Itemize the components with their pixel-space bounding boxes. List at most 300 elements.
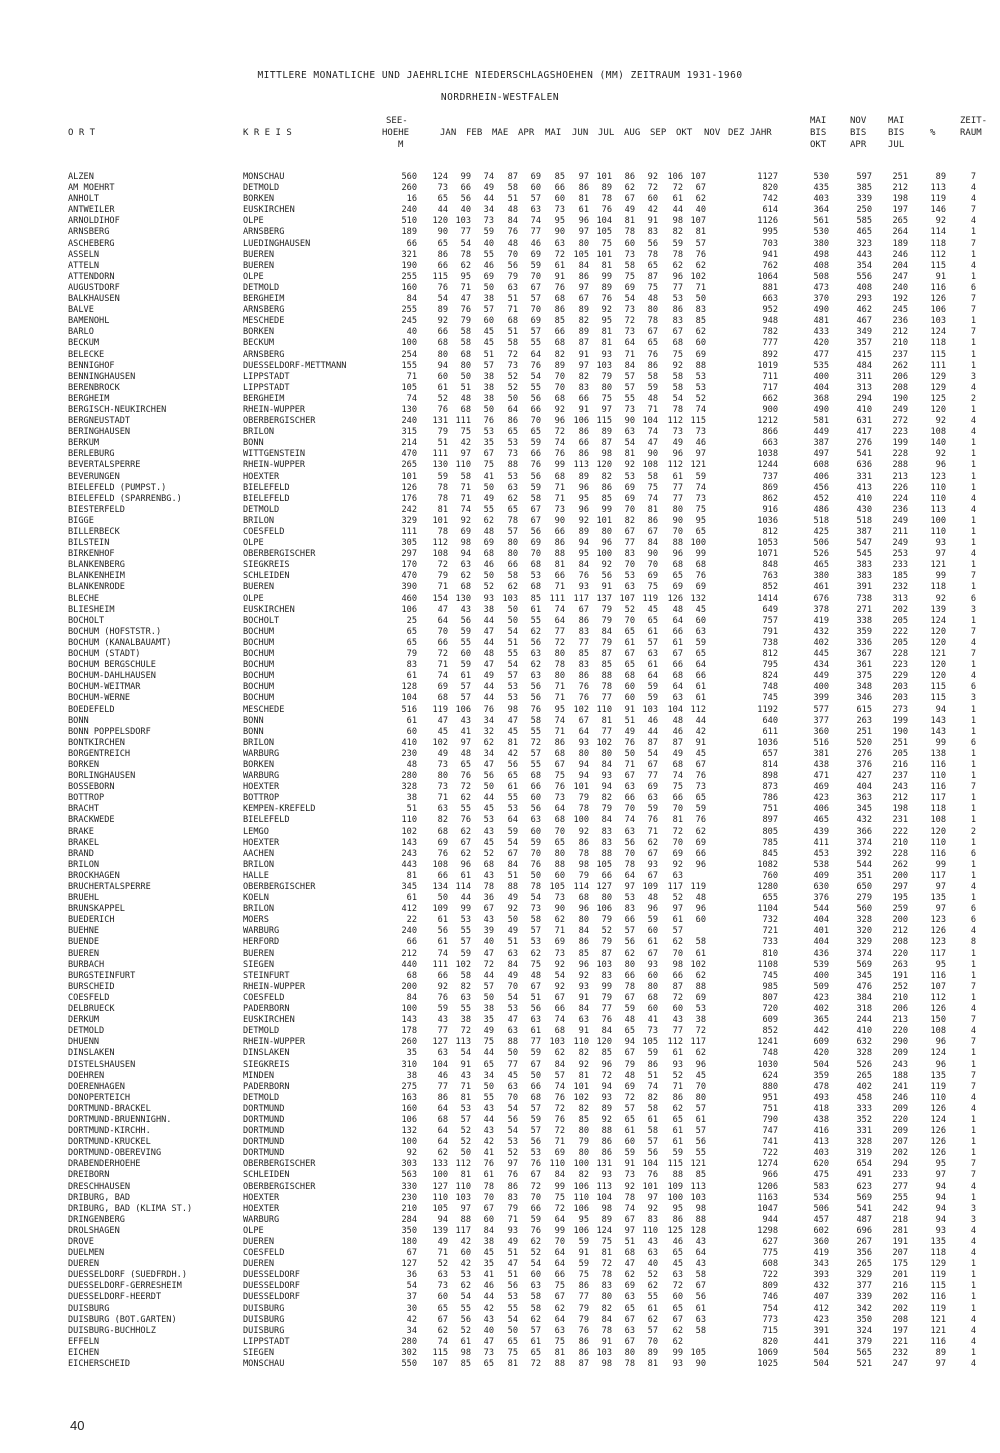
month-value: 68 — [530, 771, 541, 782]
month-value: 71 — [437, 793, 448, 804]
month-value: 43 — [483, 1314, 494, 1325]
month-value: 76 — [437, 992, 448, 1003]
month-value: 58 — [647, 471, 658, 482]
month-value: 87 — [601, 649, 612, 660]
elevation-value: 71 — [406, 371, 417, 382]
percent-value: 120 — [930, 671, 946, 682]
month-value: 96 — [578, 904, 589, 915]
table-row — [0, 1315, 1000, 1326]
month-value: 76 — [460, 771, 471, 782]
month-value: 59 — [695, 804, 706, 815]
may-jul-total: 212 — [892, 327, 908, 338]
month-value: 83 — [695, 305, 706, 316]
month-value: 53 — [507, 471, 518, 482]
month-value: 100 — [596, 549, 612, 560]
nov-apr-total: 547 — [856, 538, 872, 549]
may-oct-total: 416 — [813, 1126, 829, 1137]
month-value: 106 — [573, 1225, 589, 1236]
period-code: 1 — [970, 338, 976, 349]
may-jul-total: 281 — [892, 1225, 908, 1236]
month-value: 65 — [530, 427, 541, 438]
percent-value: 108 — [930, 427, 946, 438]
month-value: 84 — [601, 759, 612, 770]
district-name: BRILON — [243, 515, 275, 526]
elevation-value: 51 — [406, 804, 417, 815]
month-value: 68 — [647, 992, 658, 1003]
month-value: 90 — [554, 904, 565, 915]
station-name: BROCKHAGEN — [68, 870, 120, 881]
month-value: 64 — [554, 1314, 565, 1325]
month-value: 64 — [507, 404, 518, 415]
month-value: 70 — [530, 1192, 541, 1203]
year-total: 751 — [762, 1103, 778, 1114]
month-value: 95 — [554, 216, 565, 227]
district-name: STEINFURT — [243, 970, 290, 981]
may-jul-total: 249 — [892, 404, 908, 415]
district-name: MONSCHAU — [243, 1359, 285, 1370]
period-code: 4 — [970, 260, 976, 271]
month-value: 75 — [647, 582, 658, 593]
month-value: 93 — [578, 737, 589, 748]
may-oct-total: 404 — [813, 937, 829, 948]
month-value: 60 — [483, 316, 494, 327]
month-value: 63 — [507, 1026, 518, 1037]
month-value: 106 — [455, 704, 471, 715]
table-row — [0, 582, 1000, 593]
month-value: 62 — [695, 826, 706, 837]
month-value: 38 — [483, 294, 494, 305]
month-value: 81 — [601, 338, 612, 349]
elevation-value: 65 — [406, 626, 417, 637]
month-value: 92 — [601, 1114, 612, 1125]
may-oct-total: 498 — [813, 249, 829, 260]
month-value: 86 — [578, 937, 589, 948]
month-value: 70 — [624, 615, 635, 626]
month-value: 50 — [695, 294, 706, 305]
month-value: 75 — [695, 504, 706, 515]
nov-apr-total: 352 — [856, 1114, 872, 1125]
elevation-value: 66 — [406, 238, 417, 249]
month-value: 117 — [690, 1037, 706, 1048]
month-value: 94 — [601, 782, 612, 793]
district-name: HOEXTER — [243, 1203, 280, 1214]
month-value: 57 — [530, 748, 541, 759]
month-value: 124 — [432, 172, 448, 182]
period-code: 1 — [970, 1303, 976, 1314]
month-value: 91 — [578, 1026, 589, 1037]
station-name: BOCHUM BERGSCHULE — [68, 660, 156, 671]
percent-value: 99 — [935, 571, 946, 582]
month-value: 115 — [667, 1159, 683, 1170]
percent-value: 126 — [930, 926, 946, 937]
month-value: 79 — [460, 316, 471, 327]
period-code: 1 — [970, 515, 976, 526]
month-value: 112 — [432, 538, 448, 549]
month-value: 74 — [647, 493, 658, 504]
month-value: 82 — [437, 815, 448, 826]
year-total: 948 — [762, 316, 778, 327]
month-value: 61 — [624, 1126, 635, 1137]
month-value: 47 — [507, 715, 518, 726]
nov-apr-total: 462 — [856, 305, 872, 316]
percent-value: 106 — [930, 305, 946, 316]
month-value: 112 — [667, 460, 683, 471]
station-name: BORGENTREICH — [68, 748, 131, 759]
month-value: 81 — [507, 737, 518, 748]
station-name: BILSTEIN — [68, 538, 110, 549]
elevation-value: 74 — [406, 393, 417, 404]
month-value: 38 — [483, 393, 494, 404]
month-value: 64 — [554, 615, 565, 626]
month-value: 110 — [573, 1192, 589, 1203]
station-name: BELECKE — [68, 349, 105, 360]
month-value: 59 — [624, 1148, 635, 1159]
district-name: BONN — [243, 726, 264, 737]
district-name: HERFORD — [243, 937, 280, 948]
year-total: 1298 — [757, 1225, 778, 1236]
month-value: 73 — [554, 793, 565, 804]
year-total: 1036 — [757, 515, 778, 526]
month-value: 87 — [578, 1359, 589, 1370]
nov-apr-total: 265 — [856, 1259, 872, 1270]
month-value: 67 — [530, 981, 541, 992]
district-name: SIEGEN — [243, 1347, 275, 1358]
month-value: 57 — [507, 527, 518, 537]
month-value: 47 — [437, 715, 448, 726]
elevation-value: 16 — [406, 194, 417, 205]
month-value: 59 — [530, 260, 541, 271]
month-value: 75 — [554, 1281, 565, 1292]
year-total: 820 — [762, 1336, 778, 1347]
station-name: ATTELN — [68, 260, 100, 271]
table-row — [0, 1126, 1000, 1137]
may-oct-total: 609 — [813, 1037, 829, 1048]
month-value: 86 — [601, 1137, 612, 1148]
month-value: 85 — [530, 593, 541, 604]
elevation-value: 260 — [401, 183, 417, 194]
month-value: 91 — [578, 1248, 589, 1259]
may-jul-total: 190 — [892, 393, 908, 404]
month-value: 49 — [624, 726, 635, 737]
month-value: 98 — [672, 216, 683, 227]
table-row — [0, 1071, 1000, 1082]
month-value: 79 — [601, 615, 612, 626]
month-value: 49 — [483, 1026, 494, 1037]
month-value: 72 — [624, 1092, 635, 1103]
month-value: 45 — [647, 604, 658, 615]
month-value: 61 — [672, 194, 683, 205]
header-see-1: SEE- — [386, 116, 408, 126]
month-value: 84 — [507, 859, 518, 870]
period-code: 4 — [970, 1336, 976, 1347]
month-value: 59 — [530, 1214, 541, 1225]
month-value: 76 — [530, 704, 541, 715]
month-value: 74 — [554, 604, 565, 615]
district-name: DINSLAKEN — [243, 1048, 290, 1059]
month-value: 47 — [483, 759, 494, 770]
month-value: 71 — [507, 305, 518, 316]
header-month: AUG — [624, 128, 641, 138]
month-value: 57 — [695, 1126, 706, 1137]
table-row — [0, 827, 1000, 838]
month-value: 100 — [573, 815, 589, 826]
may-oct-total: 506 — [813, 1203, 829, 1214]
month-value: 96 — [578, 216, 589, 227]
may-oct-total: 393 — [813, 1270, 829, 1281]
month-value: 92 — [578, 970, 589, 981]
station-name: ALZEN — [68, 172, 94, 182]
table-row — [0, 261, 1000, 272]
month-value: 75 — [460, 427, 471, 438]
district-name: OLPE — [243, 1225, 264, 1236]
page-number: 40 — [70, 1418, 85, 1433]
month-value: 104 — [667, 704, 683, 715]
month-value: 62 — [672, 1103, 683, 1114]
table-row — [0, 838, 1000, 849]
year-total: 866 — [762, 427, 778, 438]
table-row — [0, 693, 1000, 704]
may-jul-total: 220 — [892, 948, 908, 959]
may-oct-total: 418 — [813, 1103, 829, 1114]
month-value: 60 — [624, 1137, 635, 1148]
percent-value: 112 — [930, 992, 946, 1003]
table-row — [0, 605, 1000, 616]
month-value: 112 — [667, 1037, 683, 1048]
elevation-value: 105 — [401, 382, 417, 393]
year-total: 897 — [762, 815, 778, 826]
month-value: 115 — [596, 416, 612, 427]
district-name: DUESSELDORF-METTMANN — [243, 360, 347, 371]
nov-apr-total: 383 — [856, 571, 872, 582]
month-value: 85 — [578, 948, 589, 959]
may-jul-total: 212 — [892, 183, 908, 194]
month-value: 40 — [695, 205, 706, 216]
month-value: 86 — [624, 172, 635, 182]
table-row — [0, 627, 1000, 638]
month-value: 77 — [507, 1059, 518, 1070]
station-name: BERGHEIM — [68, 393, 110, 404]
may-jul-total: 265 — [892, 216, 908, 227]
table-row — [0, 727, 1000, 738]
month-value: 65 — [672, 1248, 683, 1259]
elevation-value: 240 — [401, 205, 417, 216]
month-value: 68 — [460, 404, 471, 415]
percent-value: 110 — [930, 771, 946, 782]
elevation-value: 412 — [401, 904, 417, 915]
month-value: 58 — [460, 338, 471, 349]
month-value: 79 — [578, 793, 589, 804]
may-oct-total: 436 — [813, 948, 829, 959]
month-value: 49 — [507, 893, 518, 904]
nov-apr-total: 417 — [856, 427, 872, 438]
month-value: 74 — [554, 1015, 565, 1026]
month-value: 60 — [554, 870, 565, 881]
may-jul-total: 208 — [892, 937, 908, 948]
month-value: 68 — [578, 893, 589, 904]
table-row — [0, 738, 1000, 749]
month-value: 68 — [483, 549, 494, 560]
elevation-value: 470 — [401, 449, 417, 460]
district-name: SIEGEN — [243, 959, 275, 970]
month-value: 92 — [554, 959, 565, 970]
month-value: 130 — [455, 593, 471, 604]
year-total: 711 — [762, 371, 778, 382]
nov-apr-total: 432 — [856, 815, 872, 826]
table-row — [0, 649, 1000, 660]
month-value: 112 — [690, 704, 706, 715]
month-value: 107 — [690, 216, 706, 227]
month-value: 67 — [624, 194, 635, 205]
month-value: 55 — [460, 926, 471, 937]
period-code: 6 — [970, 915, 976, 926]
month-value: 62 — [554, 915, 565, 926]
month-value: 87 — [672, 981, 683, 992]
month-value: 45 — [483, 837, 494, 848]
month-value: 58 — [460, 471, 471, 482]
month-value: 52 — [483, 582, 494, 593]
elevation-value: 102 — [401, 826, 417, 837]
month-value: 63 — [507, 948, 518, 959]
percent-value: 93 — [935, 538, 946, 549]
month-value: 79 — [601, 937, 612, 948]
district-name: DETMOLD — [243, 183, 280, 194]
year-total: 663 — [762, 438, 778, 449]
month-value: 113 — [596, 1181, 612, 1192]
elevation-value: 510 — [401, 216, 417, 227]
may-oct-total: 457 — [813, 1214, 829, 1225]
table-row — [0, 549, 1000, 560]
month-value: 57 — [460, 937, 471, 948]
month-value: 51 — [507, 194, 518, 205]
nov-apr-total: 458 — [856, 1092, 872, 1103]
month-value: 55 — [624, 393, 635, 404]
year-total: 720 — [762, 1004, 778, 1015]
month-value: 45 — [483, 338, 494, 349]
elevation-value: 92 — [406, 1148, 417, 1159]
month-value: 66 — [437, 637, 448, 648]
month-value: 67 — [483, 1203, 494, 1214]
month-value: 59 — [647, 1048, 658, 1059]
month-value: 111 — [549, 593, 565, 604]
table-row — [0, 949, 1000, 960]
month-value: 80 — [624, 1347, 635, 1358]
nov-apr-total: 265 — [856, 1070, 872, 1081]
month-value: 68 — [437, 693, 448, 704]
nov-apr-total: 487 — [856, 1214, 872, 1225]
month-value: 74 — [647, 427, 658, 438]
month-value: 45 — [672, 1259, 683, 1270]
may-oct-total: 478 — [813, 1081, 829, 1092]
month-value: 71 — [647, 404, 658, 415]
elevation-value: 67 — [406, 1248, 417, 1259]
month-value: 73 — [483, 1347, 494, 1358]
month-value: 86 — [578, 183, 589, 194]
month-value: 80 — [437, 771, 448, 782]
month-value: 47 — [483, 948, 494, 959]
elevation-value: 130 — [401, 404, 417, 415]
header-month: JUN — [572, 128, 589, 138]
may-oct-total: 608 — [813, 460, 829, 471]
month-value: 54 — [507, 626, 518, 637]
month-value: 66 — [672, 970, 683, 981]
period-code: 1 — [970, 815, 976, 826]
station-name: BRUCHERTALSPERRE — [68, 882, 151, 892]
may-oct-total: 434 — [813, 660, 829, 671]
month-value: 154 — [432, 593, 448, 604]
may-jul-total: 223 — [892, 427, 908, 438]
month-value: 48 — [647, 294, 658, 305]
table-row — [0, 383, 1000, 394]
header-month: SEP — [650, 128, 667, 138]
station-name: BENNINGHAUSEN — [68, 371, 136, 382]
elevation-value: 180 — [401, 1237, 417, 1247]
month-value: 70 — [530, 305, 541, 316]
month-value: 60 — [554, 194, 565, 205]
may-jul-total: 294 — [892, 1159, 908, 1170]
month-value: 76 — [601, 1015, 612, 1026]
nov-apr-total: 384 — [856, 992, 872, 1003]
month-value: 103 — [596, 1347, 612, 1358]
month-value: 53 — [624, 471, 635, 482]
month-value: 102 — [455, 959, 471, 970]
elevation-value: 160 — [401, 1103, 417, 1114]
may-oct-total: 380 — [813, 238, 829, 249]
month-value: 64 — [507, 815, 518, 826]
station-name: BOEDEFELD — [68, 704, 115, 715]
month-value: 82 — [601, 471, 612, 482]
percent-value: 110 — [930, 527, 946, 537]
month-value: 77 — [554, 626, 565, 637]
percent-value: 108 — [930, 815, 946, 826]
month-value: 68 — [437, 826, 448, 837]
month-value: 50 — [483, 1081, 494, 1092]
month-value: 61 — [647, 660, 658, 671]
month-value: 80 — [647, 305, 658, 316]
month-value: 114 — [455, 882, 471, 892]
month-value: 51 — [460, 382, 471, 393]
month-value: 61 — [507, 782, 518, 793]
month-value: 72 — [530, 737, 541, 748]
month-value: 68 — [695, 560, 706, 571]
elevation-value: 100 — [401, 1137, 417, 1148]
month-value: 127 — [432, 1181, 448, 1192]
period-code: 4 — [970, 671, 976, 682]
nov-apr-total: 374 — [856, 948, 872, 959]
month-value: 80 — [578, 1126, 589, 1137]
table-row — [0, 205, 1000, 216]
district-name: BRILON — [243, 859, 275, 870]
month-value: 77 — [578, 1292, 589, 1303]
month-value: 98 — [601, 1203, 612, 1214]
month-value: 63 — [507, 1081, 518, 1092]
year-total: 869 — [762, 482, 778, 493]
month-value: 44 — [483, 793, 494, 804]
month-value: 59 — [530, 482, 541, 493]
table-row — [0, 893, 1000, 904]
month-value: 65 — [507, 504, 518, 515]
table-row — [0, 538, 1000, 549]
month-value: 68 — [437, 1114, 448, 1125]
month-value: 58 — [530, 493, 541, 504]
month-value: 61 — [578, 205, 589, 216]
period-code: 1 — [970, 1148, 976, 1159]
month-value: 40 — [483, 937, 494, 948]
year-total: 737 — [762, 471, 778, 482]
table-row — [0, 804, 1000, 815]
month-value: 70 — [647, 1336, 658, 1347]
station-name: BLIESHEIM — [68, 604, 115, 615]
table-row — [0, 1004, 1000, 1015]
